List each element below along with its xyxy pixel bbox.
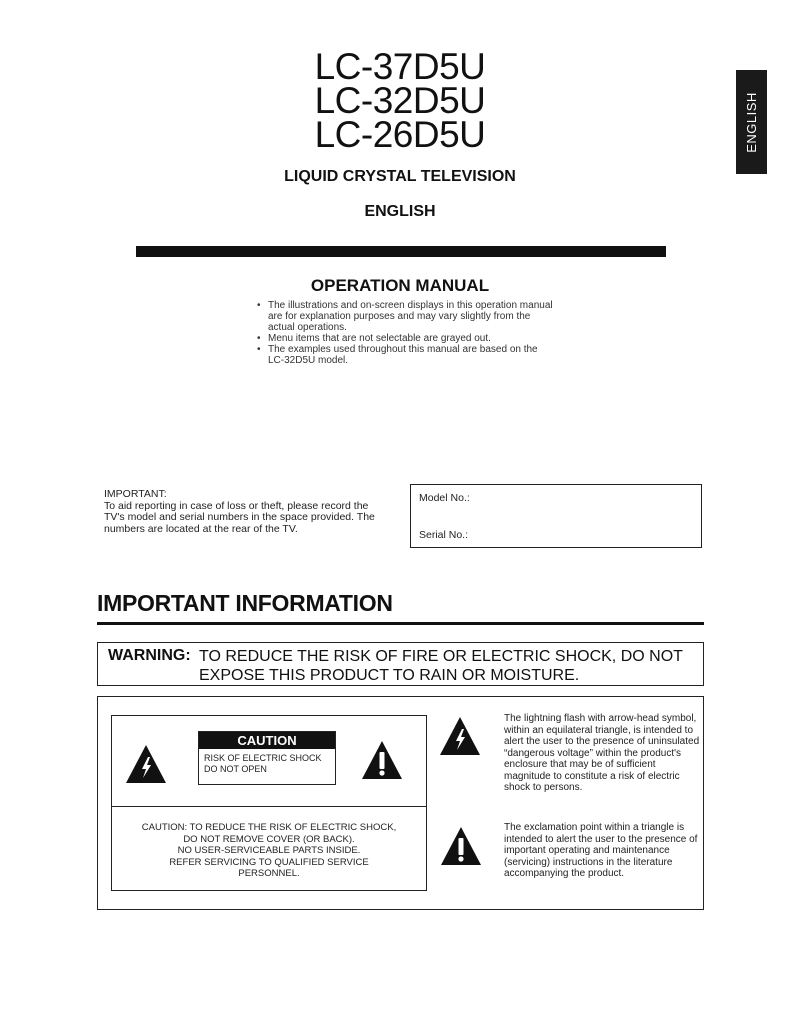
header-divider bbox=[136, 246, 666, 257]
caution-label-line: DO NOT OPEN bbox=[204, 764, 267, 774]
manual-title: OPERATION MANUAL bbox=[310, 276, 490, 295]
caution-title: CAUTION bbox=[199, 732, 335, 749]
reporting-heading: IMPORTANT: bbox=[104, 488, 167, 500]
note-item: • The illustrations and on-screen displays in this operation manual are for explanation purposes and may vary slightly from the actual operations. bbox=[256, 300, 556, 333]
warning-text: TO REDUCE THE RISK OF FIRE OR ELECTRIC SHOCK, DO NOT EXPOSE THIS PRODUCT TO RAIN OR MOISTURE. bbox=[199, 648, 683, 684]
lightning-explanation: The lightning flash with arrow-head symbol, within an equilateral triangle, is intended to alert the user to the presence of uninsulated “dangerous voltage” within the product's enclosure that may be of sufficient magnitude to constitute a risk of electric shock to persons. bbox=[504, 713, 700, 793]
record-box[interactable] bbox=[410, 484, 702, 548]
model-title: LC-37D5U bbox=[314, 46, 486, 87]
warning-label: WARNING: bbox=[108, 647, 191, 664]
caution-lower-line: CAUTION: TO REDUCE THE RISK OF ELECTRIC SHOCK, bbox=[141, 822, 397, 833]
exclamation-warning-icon bbox=[440, 826, 482, 866]
warning-box bbox=[97, 642, 704, 686]
caution-lower-line: DO NOT REMOVE COVER (OR BACK). bbox=[183, 833, 355, 845]
exclamation-warning-icon bbox=[361, 740, 403, 780]
caution-lower-line: NO USER-SERVICEABLE PARTS INSIDE. bbox=[177, 845, 361, 856]
model-number-label: Model No.: bbox=[419, 492, 470, 504]
model-titles bbox=[250, 46, 550, 155]
caution-label bbox=[198, 731, 336, 785]
info-divider bbox=[97, 622, 704, 625]
exclamation-explanation: The exclamation point within a triangle is intended to alert the user to the presence of important operating and maintenance (servicing) instructions in the literature accompanying the product. bbox=[504, 822, 698, 879]
serial-number-label: Serial No.: bbox=[419, 529, 469, 541]
reporting-note bbox=[104, 489, 376, 535]
caution-lower-line: REFER SERVICING TO QUALIFIED SERVICE bbox=[169, 856, 369, 868]
caution-label-text bbox=[204, 753, 334, 775]
model-title: LC-26D5U bbox=[314, 114, 486, 155]
caution-lower-text bbox=[120, 822, 418, 880]
note-item: • The examples used throughout this manual are based on the LC-32D5U model. bbox=[256, 344, 556, 366]
model-title: LC-32D5U bbox=[314, 80, 486, 121]
product-type: LIQUID CRYSTAL TELEVISION bbox=[284, 168, 516, 185]
caution-divider bbox=[111, 806, 427, 807]
lightning-warning-icon bbox=[125, 744, 167, 784]
note-item: • Menu items that are not selectable are grayed out. bbox=[256, 333, 556, 344]
language-tab-label: ENGLISH bbox=[744, 91, 760, 153]
important-info-heading: IMPORTANT INFORMATION bbox=[97, 590, 393, 616]
caution-lower-line: PERSONNEL. bbox=[238, 868, 300, 879]
reporting-text: To aid reporting in case of loss or theft, please record the TV's model and serial numbers in the space provided. The numbers are located at the rear of the TV. bbox=[104, 499, 375, 535]
manual-notes bbox=[256, 300, 556, 366]
language-tab[interactable] bbox=[736, 70, 767, 174]
caution-label-line: RISK OF ELECTRIC SHOCK bbox=[204, 753, 322, 763]
language-label: ENGLISH bbox=[364, 203, 436, 220]
lightning-warning-icon bbox=[439, 716, 481, 756]
